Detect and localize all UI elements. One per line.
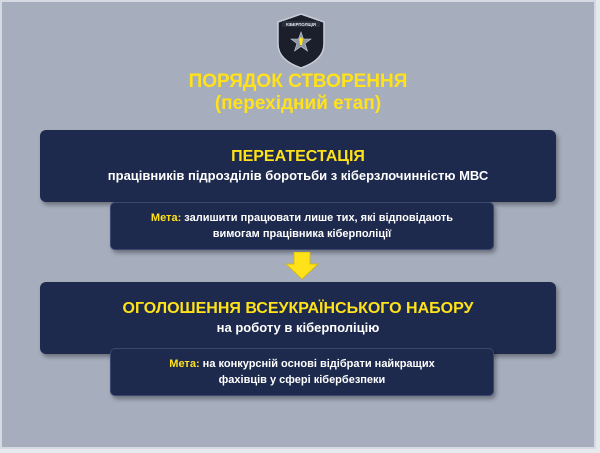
goal-text-line-2: вимогам працівника кіберполіції xyxy=(212,228,392,240)
step-subtitle: працівників підрозділів боротьби з кіберзлочинністю МВС xyxy=(107,168,489,183)
goal-box-recertification xyxy=(110,202,494,250)
goal-label: Мета: xyxy=(150,212,182,224)
goal-text-line-1: залишити працювати лише тих, які відповідають xyxy=(184,212,454,224)
title-line-1: ПОРЯДОК СТВОРЕННЯ xyxy=(188,71,408,92)
goal-label: Мета: xyxy=(169,358,200,370)
goal-box-recruitment xyxy=(110,348,494,396)
emblem-text: КІБЕРПОЛІЦІЯ xyxy=(286,22,316,27)
title-line-2: (перехідний етап) xyxy=(214,93,382,114)
goal-text-line-2: фахівців у сфері кібербезпеки xyxy=(218,374,386,386)
step-subtitle: на роботу в кіберполіцію xyxy=(216,320,380,335)
step-box-recertification xyxy=(40,130,556,202)
step-box-recruitment xyxy=(40,282,556,354)
down-arrow-icon xyxy=(284,252,320,280)
cyberpolice-emblem-icon xyxy=(275,12,327,70)
page-title xyxy=(2,71,594,115)
step-heading: ПЕРЕАТЕСТАЦІЯ xyxy=(231,148,365,165)
step-heading: ОГОЛОШЕННЯ ВСЕУКРАЇНСЬКОГО НАБОРУ xyxy=(122,300,474,317)
goal-text-line-1: на конкурсній основі відібрати найкращих xyxy=(202,358,435,370)
